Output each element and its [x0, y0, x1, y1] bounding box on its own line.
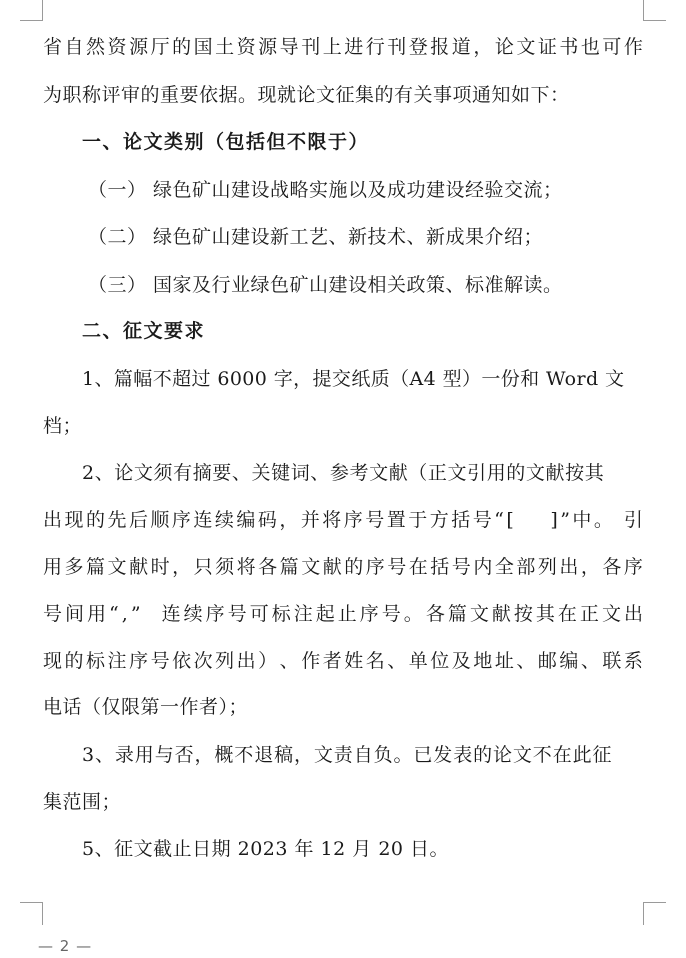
page-number: — 2 —	[38, 937, 93, 955]
crop-mark-bottom-left	[20, 902, 43, 925]
body-line: 省 自 然 资 源 厅 的 国 土 资 源 导 刊 上 进 行 刊 登 报 道 ， 论 文 证 书 也 可 作	[43, 36, 643, 58]
body-line: 3、录用与否，概不退稿，文责自负。已发表的论文不在此征	[82, 744, 613, 766]
crop-mark-top-left	[20, 0, 43, 21]
crop-mark-bottom-right	[643, 902, 666, 925]
body-line: 出 现 的 先 后 顺 序 连 续 编 码 ， 并 将 序 号 置 于 方 括 号 “ [ ] ” 中 。 引	[43, 509, 643, 531]
body-line: 档；	[43, 415, 83, 437]
body-line: 1、篇幅不超过 6000 字，提交纸质（A4 型）一份和 Word 文	[82, 368, 625, 390]
list-item: （三） 国家及行业绿色矿山建设相关政策、标准解读。	[88, 274, 563, 296]
list-item: （一） 绿色矿山建设战略实施以及成功建设经验交流；	[88, 179, 563, 201]
body-line: 5、征文截止日期 2023 年 12 月 20 日。	[82, 838, 450, 860]
body-line: 号 间 用 “ , ” 连 续 序 号 可 标 注 起 止 序 号 。 各 篇 文 献 按 其 在 正 文 出	[43, 603, 643, 625]
crop-mark-top-right	[643, 0, 666, 21]
list-item: （二） 绿色矿山建设新工艺、新技术、新成果介绍；	[88, 226, 544, 248]
body-line: 用 多 篇 文 献 时 ， 只 须 将 各 篇 文 献 的 序 号 在 括 号 内 全 部 列 出 ， 各 序	[43, 556, 643, 578]
body-line: 现 的 标 注 序 号 依 次 列 出 ） 、 作 者 姓 名 、 单 位 及 地 址 、 邮 编 、 联 系	[43, 650, 643, 672]
body-line: 电话（仅限第一作者）；	[43, 696, 249, 718]
section-heading: 二、征文要求	[82, 320, 206, 342]
body-line: 为职称评审的重要依据。现就论文征集的有关事项通知如下：	[43, 84, 570, 106]
body-line: 2、论文须有摘要、关键词、参考文献（正文引用的文献按其	[82, 462, 605, 484]
section-heading: 一、论文类别（包括但不限于）	[82, 131, 370, 153]
body-line: 集范围；	[43, 791, 122, 813]
